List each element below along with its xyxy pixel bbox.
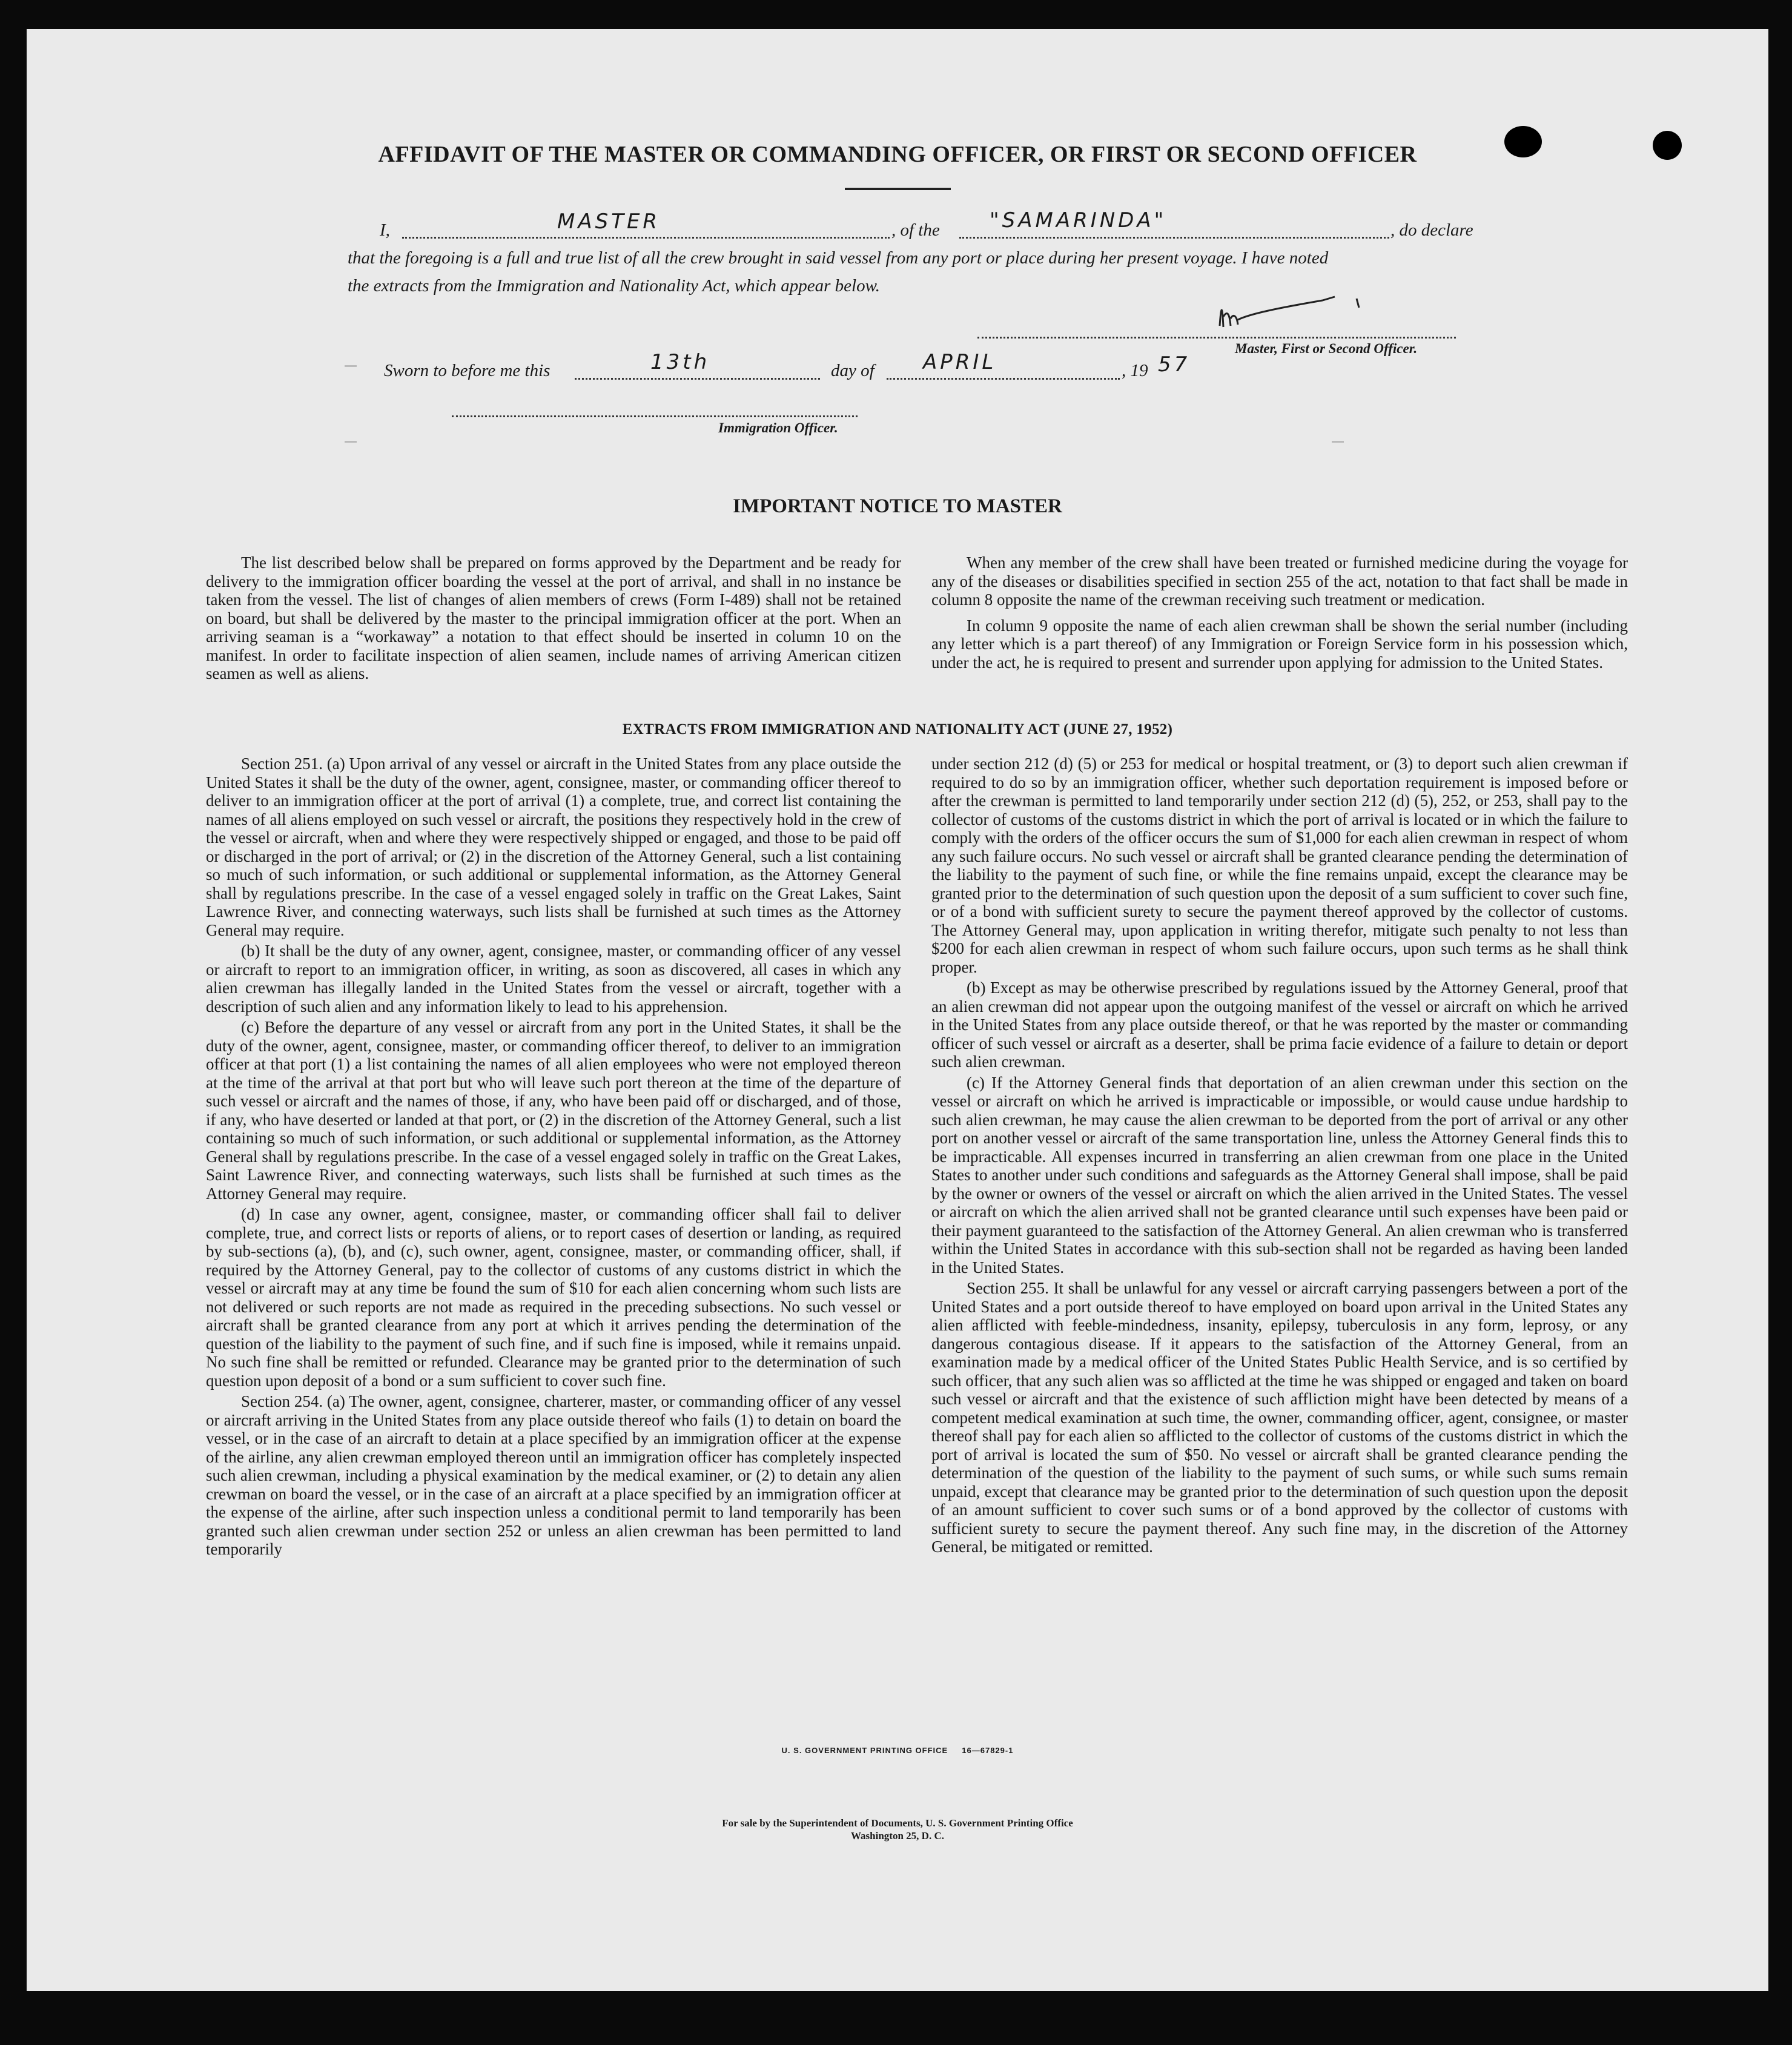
margin-mark	[345, 365, 357, 367]
of-the-label: , of the	[891, 220, 940, 240]
signature-caption: Master, First or Second Officer.	[1235, 341, 1418, 356]
officer-caption: Immigration Officer.	[718, 420, 838, 435]
notice-left-column	[206, 553, 901, 686]
for-sale-notice	[27, 1817, 1768, 1842]
for-sale-line-1: For sale by the Superintendent of Documents, U. S. Government Printing Office	[722, 1817, 1073, 1829]
extract-paragraph: (c) Before the departure of any vessel or aircraft from any port in the United States, it shall be the duty of the owner, agent, consignee, master, or commanding officer thereof, to deliver to an immigration officer at that port (1) a list containing the names of all alien employees who were not employed thereon at the time of the arrival at that port but who will leave such port thereon at the time of the departure of such vessel or aircraft and the names of those, if any, who have been paid off or discharged, and of those, if any, who have deserted or landed at that port, or (2) in the discretion of the Attorney General, such a list containing so much of such information, or such additional or supplemental information, as the Attorney General shall by regulations prescribe. In the case of a vessel engaged solely in traffic on the Great Lakes, Saint Lawrence River, and connecting waterways, such lists shall be furnished at such times as the Attorney General may require.	[206, 1018, 901, 1203]
notice-title: IMPORTANT NOTICE TO MASTER	[733, 495, 1062, 517]
margin-mark	[1332, 441, 1344, 443]
extracts-left-column	[206, 755, 901, 1561]
rank-value: MASTER	[557, 210, 661, 234]
statement-line-1: that the foregoing is a full and true list of all the crew brought in said vessel from any port or place during her present voyage. I have noted	[348, 248, 1329, 268]
notice-right-column	[931, 553, 1628, 674]
master-signature	[1214, 283, 1395, 338]
i-label: I,	[380, 220, 390, 240]
document-page	[27, 29, 1768, 1991]
vessel-value: "SAMARINDA"	[990, 208, 1167, 233]
margin-mark	[345, 441, 357, 443]
extract-paragraph: Section 255. It shall be unlawful for any vessel or aircraft carrying passengers between a port of the United States and a port outside thereof to have employed on board upon arrival in the United States any alien afflicted with feeble-mindedness, insanity, epilepsy, tuberculosis in any form, leprosy, or any dangerous contagious disease. If it appears to the satisfaction of the Attorney General, from an examination made by a medical officer of the United States Public Health Service, and is so certified by such officer, that any such alien was so afflicted at the time he was shipped or engaged and taken on board such vessel or aircraft and that the existence of such affliction might have been detected by means of a competent medical examination at such time, the owner, commanding officer, agent, consignee, or master thereof shall pay for each alien so afflicted to the collector of customs of the customs district in which the port of arrival is located the sum of $50. No vessel or aircraft shall be granted clearance pending the determination of the question of the liability to the payment of such sums, or while such sums remain unpaid, except that clearance may be granted prior to the determination of such question upon the deposit of an amount sufficient to cover such sums or of a bond approved by the collector of customs with sufficient surety to secure the payment thereof. Any such fine may, in the discretion of the Attorney General, be mitigated or remitted.	[931, 1279, 1628, 1556]
rank-field[interactable]	[402, 235, 890, 239]
officer-signature-line	[452, 414, 858, 417]
declare-label: , do declare	[1390, 220, 1473, 240]
notice-paragraph: In column 9 opposite the name of each alien crewman shall be shown the serial number (including any letter which is a part thereof) of any Immigration or Foreign Service form in his possession which, under the act, he is required to present and surrender upon applying for admission to the United States.	[931, 616, 1628, 672]
notice-paragraph: When any member of the crew shall have been treated or furnished medicine during the voyage for any of the diseases or disabilities specified in section 255 of the act, notation to that fact shall be made in column 8 opposite the name of the crewman receiving such treatment or medication.	[931, 553, 1628, 609]
day-of-label: day of	[831, 361, 875, 380]
extract-paragraph: under section 212 (d) (5) or 253 for medical or hospital treatment, or (3) to deport such alien crewman if required to do so by an immigration officer, whether such deportation requirement is imposed before or after the crewman is permitted to land temporarily under section 212 (d) (5), 252, or 253, shall pay to the collector of customs of the customs district in which the port of arrival is located or in which the failure to comply with the orders of the officer occurs the sum of $1,000 for each alien crewman in respect of whom any such failure occurs. No such vessel or aircraft shall be granted clearance pending the determination of the liability to the payment of such fine, or while the fine remains unpaid, except the clearance may be granted prior to the determination of such question upon the deposit of a sum sufficient to cover such fine, or of a bond with sufficient surety to secure the payment thereof approved by the collector of customs. The Attorney General may, upon application in writing therefor, mitigate such penalty to not less than $200 for each alien crewman in respect of whom such failure occurs, upon such terms as he shall think proper.	[931, 755, 1628, 976]
affidavit-title: AFFIDAVIT OF THE MASTER OR COMMANDING OFFICER, OR FIRST OR SECOND OFFICER	[378, 142, 1417, 167]
sworn-label: Sworn to before me this	[384, 361, 550, 380]
sworn-month-value: APRIL	[923, 350, 997, 374]
signature-line	[977, 335, 1456, 339]
statement-line-2: the extracts from the Immigration and Nationality Act, which appear below.	[348, 276, 881, 296]
extract-paragraph: (c) If the Attorney General finds that deportation of an alien crewman under this section on the vessel or aircraft on which he arrived is impracticable or impossible, or would cause undue hardship to such alien crewman, he may cause the alien crewman to be deported from the port of arrival or any other port on another vessel or aircraft of the same transportation line, unless the Attorney General finds this to be impracticable. All expenses incurred in transferring an alien crewman from one place in the United States to another under such conditions and safeguards as the Attorney General shall impose, shall be paid by the owner or owners of the vessel or aircraft on which the alien arrived in the United States. The vessel or aircraft on which the alien arrived shall not be granted clearance until such expenses have been paid or their payment guaranteed to the satisfaction of the Attorney General. An alien crewman who is transferred within the United States in accordance with this sub-section shall not be regarded as having been landed in the United States.	[931, 1073, 1628, 1277]
extract-paragraph: (d) In case any owner, agent, consignee, master, or commanding officer shall fail to deliver complete, true, and correct lists or reports of aliens, or to report cases of desertion or landing, as required by sub-sections (a), (b), and (c), such owner, agent, consignee, master, or commanding officer, shall, if required by the Attorney General, pay to the collector of customs of any customs district in which the vessel or aircraft may at any time be found the sum of $10 for each alien concerning whom such lists are not delivered or such reports are not made as required in the preceding subsections. No such vessel or aircraft shall be granted clearance from any port at which it arrives pending the determination of the question of the liability to the payment of such fine, and if such fine is imposed, while it remains unpaid. No such fine shall be remitted or refunded. Clearance may be granted prior to the determination of such question upon deposit of a bond or a sum sufficient to cover such fine.	[206, 1205, 901, 1390]
printing-office-line: U. S. GOVERNMENT PRINTING OFFICE 16—67829-1	[781, 1746, 1014, 1755]
extract-paragraph: Section 251. (a) Upon arrival of any vessel or aircraft in the United States from any place outside the United States it shall be the duty of the owner, agent, consignee, master, or commanding officer thereof to deliver to an immigration officer at the port of arrival (1) a complete, true, and correct list containing the names of all aliens employed on such vessel or aircraft, the positions they respectively hold in the crew of the vessel or aircraft, when and where they were respectively shipped or engaged, and those to be paid off or discharged in the port of arrival; or (2) in the discretion of the Attorney General, such a list containing so much of such information, or such additional or supplemental information, as the Attorney General shall by regulations prescribe. In the case of a vessel engaged solely in traffic on the Great Lakes, Saint Lawrence River, and connecting waterways, such lists shall be furnished at such times as the Attorney General may require.	[206, 755, 901, 939]
notice-paragraph: The list described below shall be prepared on forms approved by the Department and be ready for delivery to the immigration officer boarding the vessel at the port of arrival, and shall in no instance be taken from the vessel. The list of changes of alien members of crews (Form I-489) shall not be retained on board, but shall be delivered by the master to the principal immigration officer at the port. When an arriving seaman is a “workaway” a notation to that effect should be inserted in column 10 on the manifest. In order to facilitate inspection of alien seamen, include names of arriving American citizen seamen as well as aliens.	[206, 553, 901, 682]
sworn-month-field[interactable]	[887, 376, 1120, 380]
title-underline	[845, 188, 951, 190]
vessel-field[interactable]	[959, 235, 1389, 239]
year-prefix: , 19	[1122, 361, 1148, 380]
sworn-day-value: 13th	[650, 350, 710, 374]
extract-paragraph: (b) Except as may be otherwise prescribed by regulations issued by the Attorney General, proof that an alien crewman did not appear upon the outgoing manifest of the vessel or aircraft on which he arrived in the United States from any place outside thereof, or that he was reported by the master or commanding officer of such vessel or aircraft as a deserter, shall be prima facie evidence of a failure to detain or deport such alien crewman.	[931, 979, 1628, 1071]
extract-paragraph: Section 254. (a) The owner, agent, consignee, charterer, master, or commanding officer of any vessel or aircraft arriving in the United States from any place outside thereof who fails (1) to detain on board the vessel, or in the case of an aircraft to detain at a place specified by an immigration officer at the expense of the airline, any alien crewman employed thereon until an immigration officer has completely inspected such alien crewman, including a physical examination by the medical examiner, or (2) to detain any alien crewman on board the vessel, or in the case of an aircraft at a place specified by an immigration officer at the expense of the airline, after such inspection unless a conditional permit to land temporarily has been granted such alien crewman under section 252 or unless an alien crewman has been permitted to land temporarily	[206, 1392, 901, 1558]
sworn-day-field[interactable]	[575, 376, 820, 380]
year-value: 57	[1158, 352, 1191, 377]
extracts-title: EXTRACTS FROM IMMIGRATION AND NATIONALITY ACT (JUNE 27, 1952)	[622, 721, 1173, 738]
for-sale-line-2: Washington 25, D. C.	[851, 1830, 944, 1842]
extracts-right-column	[931, 755, 1628, 1559]
extract-paragraph: (b) It shall be the duty of any owner, agent, consignee, master, or commanding officer of any vessel or aircraft to report to an immigration officer, in writing, as soon as discovered, all cases in which any alien crewman has illegally landed in the United States from the vessel or aircraft, together with a description of such alien and any information likely to lead to his apprehension.	[206, 942, 901, 1016]
